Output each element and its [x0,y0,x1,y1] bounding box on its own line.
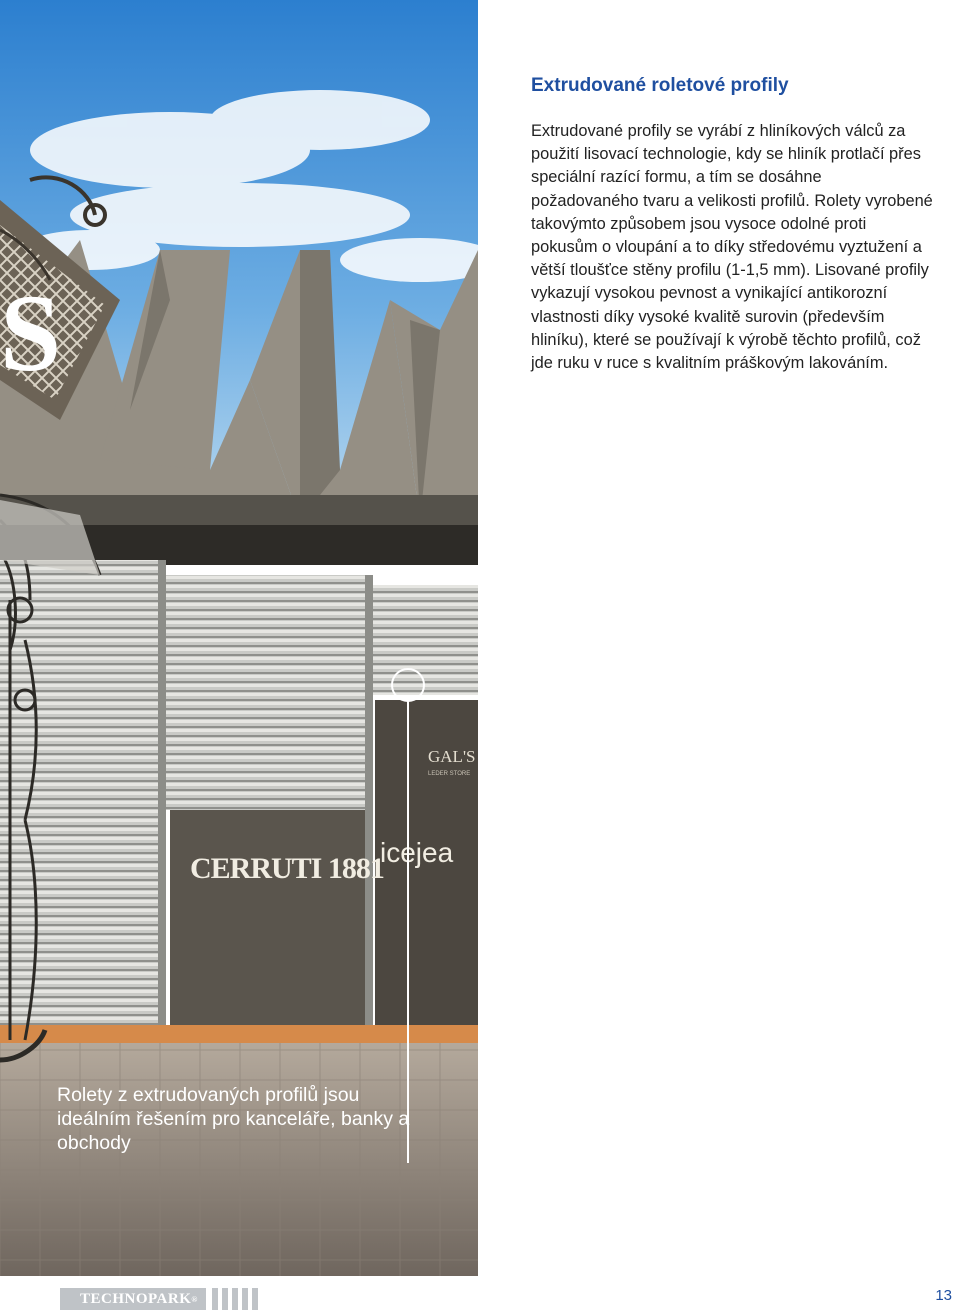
sign-gals: GAL'S [428,747,476,766]
shutter-2 [165,575,365,810]
storefront-photo [0,0,478,1276]
registered-mark: ® [191,1294,198,1304]
shop-window-1 [170,810,365,1025]
logo-bars [212,1288,262,1310]
page-number: 13 [935,1287,952,1304]
logo-text: TECHNOPARK [80,1290,192,1307]
sign-icejeans: icejea [380,837,454,868]
technopark-logo [60,1288,206,1310]
shutter-3 [372,585,478,695]
photo-caption: Rolety z extrudovaných profilů jsou ideálním řešením pro kanceláře, banky a obchody [57,1084,410,1154]
shutter-1 [0,560,158,1030]
sign-gals-sub: LEDER STORE [428,771,471,777]
footer-logo [60,1287,262,1311]
article-title: Extrudované roletové profily [531,75,789,96]
article-body: Extrudované profily se vyrábí z hliníkových válců za použití lisovací technologie, kdy se hliník protlačí přes speciální razící formu, a tím se dosáhne požadovaného tvaru a velikosti profilů. Rolety vyrobené takovýmto způsobem jsou vysoce odolné proti pokusům o vloupání a to díky středovému vyztužení a větší tloušťce stěny profilu (1-1,5 mm). Lisované profily vykazují vysokou pevnost a vynikající antikorozní vlastnosti díky vysoké kvalitě surovin (především hliníku), které se používají k výrobě těchto profilů, což jde ruku v ruce s kvalitním práškovým lakováním. [531,122,933,373]
sign-cerruti: CERRUTI 1881 [190,852,384,885]
sign-s: S [0,272,62,394]
